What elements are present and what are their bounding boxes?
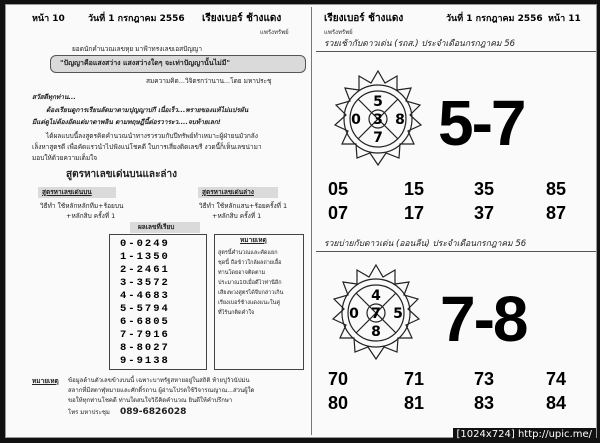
footer-line-1: ข้อมูลด้านตัวเลขข้างบนนี้ เฉพาะบาทรัฐสหายอยู่ในสถิติ ท้ายปูวัวนัปม่น [68, 377, 250, 384]
sequence-row: 3-3572 [120, 277, 170, 289]
intro-para-3: ได้ผลแบบนี้ลงสูตรคิดคำนวณนำทางรวรวมกับปีทรัพย์ทำเหมาะผู้ฝ่ายนมัวกลัง [46, 132, 258, 140]
wheel-center-digit: 7 [371, 306, 381, 322]
left-byline: แพรังทรัพย์ [260, 29, 289, 36]
bottom-formula-method-1: วิธีทำ ใช้หลักแสน+ร้อยครั้งที่ 1 [199, 202, 288, 210]
sequence-row: 8-8027 [120, 342, 170, 354]
sequence-row: 2-2461 [120, 264, 170, 276]
bottom-section-title: รวยบ่ายกับดาวเด่น (ออนลีน) ประจำเดือนกรกฎาคม 56 [324, 239, 527, 249]
slogan-note: สมความคิด...วิจิตรกว่านาน...โดย มหาประชุ [146, 77, 272, 85]
top-number: 05 [328, 179, 349, 199]
intro-para-5: มอบให้ด้วยความเต็มใจ [32, 154, 98, 162]
note-title: หมายเหตุ [240, 236, 267, 244]
sequence-row: 9-9138 [120, 355, 170, 367]
left-date: วันที่ 1 กรกฎาคม 2556 [88, 14, 185, 24]
bottom-featured-pair: 7-8 [440, 283, 527, 355]
note-line: ประมาณ10เมื่อดีไวท่านีอีก [218, 280, 282, 286]
formula-title: สูตรหาเลขเด่นบนและล่าง [66, 169, 178, 180]
intro-para-1: ต้องเรียนดูการเรียนลัดมาตามปุญญาปกี เนื่อเร็ว...พรายของแท้ไม่แปรผัน [46, 106, 249, 114]
bottom-formula-title: สูตรหาเลขเด่นล่าง [202, 188, 254, 196]
wheel-bottom-digit: 8 [371, 324, 381, 340]
top-number: 15 [404, 179, 425, 199]
bottom-number-row [328, 369, 597, 391]
sequence-row: 0-0249 [120, 238, 170, 250]
top-number: 17 [404, 203, 425, 223]
phone-number: 089-6826028 [120, 407, 187, 417]
slogan: "ปัญญาคือแสงสว่าง แสงสว่างใดๆ จะเท่าปัญญานั้นไม่มี" [60, 59, 231, 67]
watermark-label: [1024x724] http://upic.me/ [453, 428, 596, 441]
left-publication: เรียงเบอร์ ช้างแดง [202, 13, 282, 24]
wheel-right-digit: 8 [395, 112, 405, 128]
top-number-row [328, 203, 597, 225]
top-section-title: รวยเช้ากับดาวเด่น (รถส.) ประจำเดือนกรกฎาคม 56 [324, 39, 516, 49]
sequence-row: 6-6805 [120, 316, 170, 328]
bottom-number: 84 [546, 393, 567, 413]
top-number: 87 [546, 203, 567, 223]
bottom-number: 83 [474, 393, 495, 413]
top-number: 85 [546, 179, 567, 199]
wheel-top-digit: 4 [371, 288, 381, 304]
intro-title: ยอดนักคำนวณเลขหุย มาฟ้าทรงเลขเอสปัญญา [72, 45, 202, 53]
bottom-number: 81 [404, 393, 425, 413]
bottom-number: 73 [474, 369, 495, 389]
note-line: ที่ไร้นกติดคำใจ [218, 310, 255, 316]
wheel-right-digit: 5 [393, 306, 403, 322]
sequence-row: 7-7916 [120, 329, 170, 341]
intro-para-4: เล็งหาสูตรดี เพื่อคัดแรวนำไปฟังแน่โชคดี ในการเสี่ยงติดเลขรี งวดนี้ก็เห็นเลขน่ามา [32, 143, 262, 151]
wheel-center-digit: 3 [373, 112, 383, 128]
top-formula-method-1: วิธีทำ ใช้หลักหลักทีม+ร้อยบน [40, 202, 124, 210]
bottom-number: 71 [404, 369, 425, 389]
top-section-rule [316, 51, 597, 52]
note-line: ท่านโดยอาจติดตาม [218, 270, 266, 276]
top-number: 07 [328, 203, 349, 223]
bottom-formula-method-2: +หลักสิบ ครั้งที่ 1 [212, 212, 262, 220]
footer-title: หมายเหตุ [32, 377, 59, 385]
top-number-row [328, 179, 597, 201]
bottom-number: 74 [546, 369, 567, 389]
note-line: ชุดนี้ ถือข้าวใกล้ผลถ่ายเอื้อ [218, 260, 282, 266]
phone-prefix: โทร มหาประชุม [68, 409, 110, 416]
footer-line-2: สลากที่มีสตาฬุหมายและศักดิ์รถาน ผู้อ่านโปรดใช้วิจารณญาณ...ส่วนผู้ใด [68, 387, 255, 394]
top-formula-title: สูตรหาเลขเด่นบน [42, 188, 92, 196]
note-line: เรียงเบอร์ช้างแดงแนะในคู่ [218, 300, 281, 306]
bottom-number: 80 [328, 393, 349, 413]
wheel-bottom-digit: 7 [373, 130, 383, 146]
note-line: เสียงพวงสูตรได้จีบกล่าวเกิน [218, 290, 284, 296]
newspaper-spread [5, 4, 597, 438]
sequence-row: 5-5794 [120, 303, 170, 315]
intro-para-2: มีแต่ดูไม่ต้องอัดแต่มาตาพลิน ตามทฤษฎีนี้ต่อรวาระว....จบท้ายเลก! [32, 118, 221, 126]
top-number: 35 [474, 179, 495, 199]
sequence-row: 4-4683 [120, 290, 170, 302]
wheel-left-digit: 0 [351, 112, 361, 128]
right-publication: เรียงเบอร์ ช้างแดง [324, 13, 404, 24]
bottom-section-rule [316, 251, 597, 252]
right-byline: แพรังทรัพย์ [324, 29, 353, 36]
wheel-top-digit: 5 [373, 94, 383, 110]
right-page-number: หน้า 11 [548, 14, 581, 24]
left-page-number: หน้า 10 [32, 14, 65, 24]
right-date: วันที่ 1 กรกฎาคม 2556 [446, 14, 543, 24]
greeting: สวัสดีทุกท่าน... [32, 93, 76, 101]
top-number: 37 [474, 203, 495, 223]
page-divider [311, 7, 312, 435]
note-line: สูตรนี้คำนวณและคัดแยก [218, 250, 278, 256]
top-featured-pair: 5-7 [438, 87, 525, 159]
top-formula-method-2: +หลักสิบ ครั้งที่ 1 [66, 212, 116, 220]
bottom-number: 70 [328, 369, 349, 389]
results-title: ผลเลขที่เรียบ [138, 223, 175, 231]
bottom-number-row [328, 393, 597, 415]
sequence-row: 1-1350 [120, 251, 170, 263]
footer-line-3: ขอให้ทุกท่านโชคดี ท่านใดสนใจวิธีคิดคำนวณ ยินดีให้คำปรึกษา [68, 397, 233, 404]
wheel-left-digit: 0 [349, 306, 359, 322]
